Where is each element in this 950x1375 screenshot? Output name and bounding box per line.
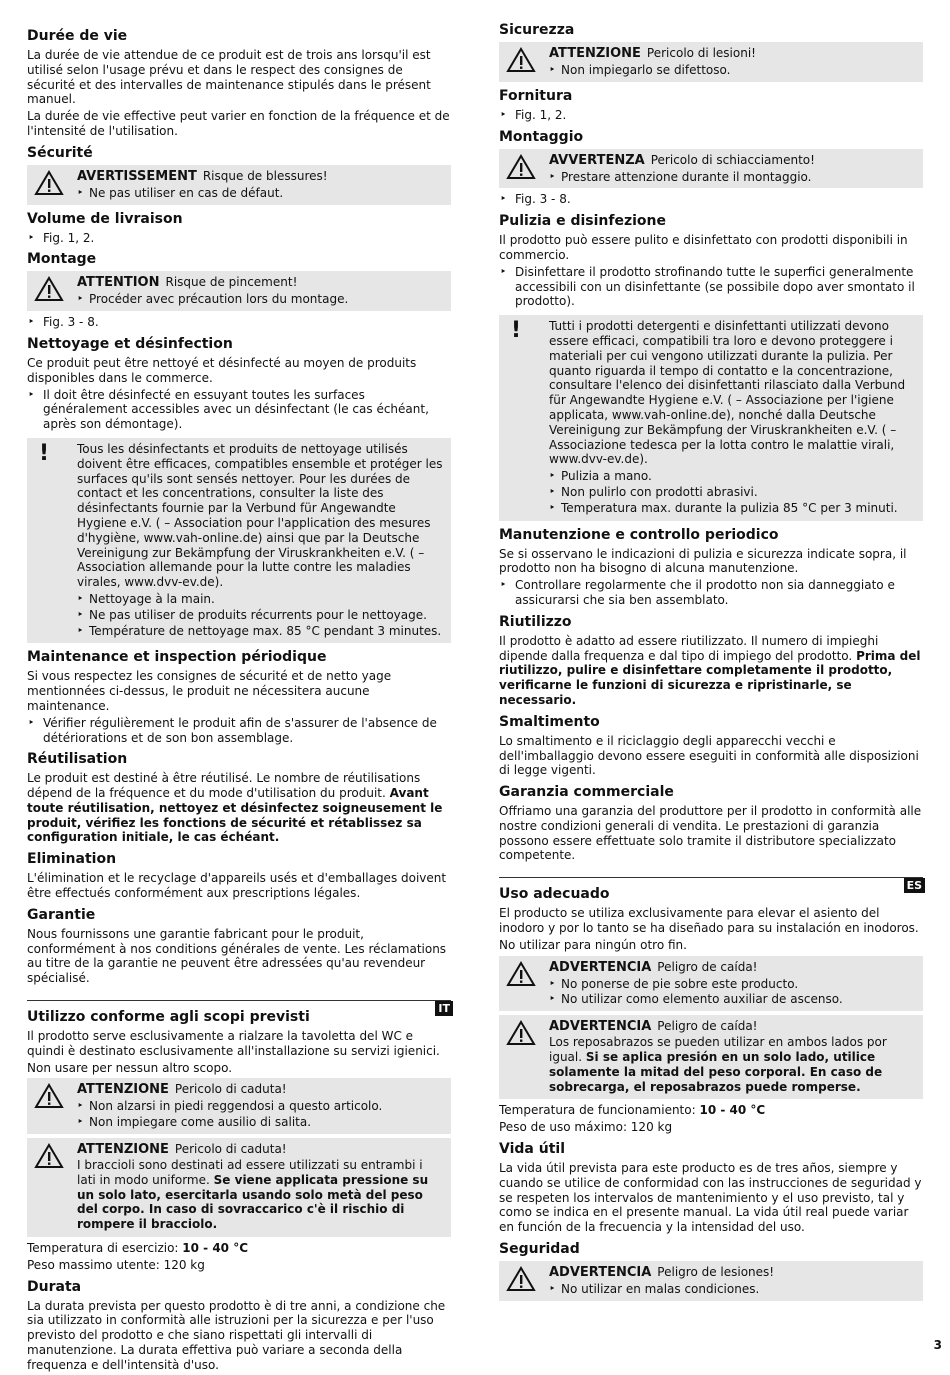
it-sicurezza-title: Sicurezza — [499, 22, 575, 38]
body-text-bold: Se viene applicata pressione su un solo lato, esercitarla usando solo metà del peso del corpo. In caso di sovraccarico c'è il rischio di rompere il bracciolo. — [77, 1172, 429, 1232]
it-temp — [27, 1241, 451, 1256]
it-pulizia-title: Pulizia e disinfezione — [499, 213, 666, 230]
fr-duree-title: Durée de vie — [27, 28, 128, 44]
es-vida-title: Vida útil — [499, 1141, 565, 1158]
fr-livraison-title: Volume de livraison — [27, 210, 183, 227]
exclamation-icon: ! — [39, 440, 50, 466]
note-text: Tous les désinfectants et produits de nettoyage utilisés doivent être efficaces, compatibles ensemble et protéger les surfaces qu'ils sont sensés nettoyer. Pour les durées de contact et les concentrations, consulter la liste des désinfectants fournie par la Verbund für Angewandte Hygiene e.V. ( – Association pour l'application des mesures d'hygiène, www.vah-online.de) ainsi que par la Deutsche Vereinigung zur Bekämpfung der Viruskrankheiten e.V. ( – Association allemande pour la lutte contre les maladies virales, www.dvv-ev.de). — [77, 441, 443, 590]
es-peso: Peso de uso máximo: 120 kg — [499, 1120, 673, 1135]
fr-reutilisation-p1 — [27, 771, 451, 845]
warning-icon — [507, 47, 535, 73]
fr-duree-p1: La durée de vie attendue de ce produit est de trois ans lorsqu'il est utilisé selon l'usage prévu et dans le respect des consignes de sécurité et des intervalles de maintenance stipulés dans le présent manuel. — [27, 48, 431, 107]
list-item: ‣ Pulizia a mano. — [549, 469, 917, 484]
es-warning-2 — [499, 1015, 923, 1099]
es-warning-1 — [499, 956, 923, 1012]
es-uso-p2: No utilizar para ningún otro fin. — [499, 937, 687, 952]
it-garanzia-p1: Offriamo una garanzia del produttore per il prodotto in conformità alle nostre condizioni generali di vendita. Le prestazioni di garanzia possono essere effettuate solo tramite il distributore specializzato competente. — [499, 804, 922, 863]
warning-label: ATTENZIONE — [549, 46, 641, 61]
warning-text: Risque de blessures! — [202, 168, 328, 183]
warning-text: Risque de pincement! — [165, 275, 298, 290]
fr-elimination-p1: L'élimination et le recyclage d'appareils usés et d'emballages doivent être effectués conformément aux prescriptions légales. — [27, 871, 447, 901]
fr-garantie-title: Garantie — [27, 906, 96, 923]
warning-icon — [507, 154, 535, 180]
warning-icon — [507, 1020, 535, 1046]
temp-value: 10 - 40 °C — [182, 1241, 248, 1256]
es-seguridad-title: Seguridad — [499, 1241, 580, 1258]
es-temp — [499, 1103, 923, 1118]
list-item: ‣ Vérifier régulièrement le produit afin de s'assurer de l'absence de détériorations et de son bon assemblage. — [27, 716, 451, 746]
warning-label: ADVERTENCIA — [549, 1265, 652, 1281]
list-item: ‣ Non impiegarlo se difettoso. — [549, 63, 917, 78]
it-durata-title: Durata — [27, 1278, 82, 1295]
es-section-header — [499, 877, 923, 903]
warning-icon — [35, 1143, 63, 1169]
it-uso-p1: Il prodotto serve esclusivamente a rialzare la tavoletta del WC e quindi è destinato esclusivamente all'installazione su servizi igienici. — [27, 1029, 440, 1058]
warning-icon — [507, 1266, 535, 1292]
list-item: ‣ Fig. 1, 2. — [27, 231, 451, 246]
list-item: ‣ Fig. 3 - 8. — [27, 315, 451, 330]
it-uso-title: Utilizzo conforme agli scopi previsti — [27, 1009, 310, 1026]
language-badge: ES — [904, 878, 925, 893]
page-number: 3 — [933, 1338, 942, 1352]
it-manutenzione-title: Manutenzione e controllo periodico — [499, 526, 779, 543]
list-item: ‣ Fig. 1, 2. — [499, 108, 923, 123]
fr-reutilisation-title: Réutilisation — [27, 751, 128, 768]
warning-label: ATTENZIONE — [77, 1142, 169, 1158]
fr-securite-title: Sécurité — [27, 144, 93, 161]
list-item: ‣ Procéder avec précaution lors du montage. — [77, 292, 445, 307]
list-item: ‣ Non pulirlo con prodotti abrasivi. — [549, 485, 917, 500]
warning-icon — [35, 276, 63, 302]
it-section-header — [27, 1000, 451, 1026]
list-item: ‣ Controllare regolarmente che il prodotto non sia danneggiato e assicurarsi che sia ben assemblato. — [499, 578, 923, 608]
body-text-bold: Prima del riutilizzo, pulire e disinfettare completamente il prodotto, verificarne le funzioni di sicurezza e ripristinarle, se necessario. — [499, 648, 921, 707]
warning-icon — [507, 961, 535, 987]
it-garanzia-title: Garanzia commerciale — [499, 784, 674, 801]
list-item: ‣ Température de nettoyage max. 85 °C pendant 3 minutes. — [77, 624, 445, 639]
list-item: ‣ Prestare attenzione durante il montaggio. — [549, 170, 917, 185]
warning-body — [549, 1035, 917, 1094]
fr-securite-warning — [27, 165, 451, 205]
warning-label: AVVERTENZA — [549, 152, 645, 168]
warning-label: ADVERTENCIA — [549, 959, 652, 975]
it-durata-p1: La durata prevista per questo prodotto è di tre anni, a condizione che sia utilizzato in conformità alle istruzioni per la sicurezza e per l'uso previsto del prodotto e che siano rispettati gli intervalli di manutenzione. La durata effettiva può variare a seconda della frequenza e dell'intensità d'uso. — [27, 1298, 446, 1372]
body-text: Le produit est destiné à être réutilisé. Le nombre de réutilisations dépend de la fréquence et du mode d'utilisation du produit. — [27, 771, 421, 801]
body-text: Il prodotto è adatto ad essere riutilizzato. Il numero di impieghi dipende dalla frequenza e dal tipo di impiego del prodotto. — [499, 633, 879, 663]
body-text-bold: Avant toute réutilisation, nettoyez et désinfectez soigneusement le produit, vérifiez les fonctions de sécurité et rétablissez sa configuration initiale, le cas échéant. — [27, 786, 443, 845]
list-item: ‣ Ne pas utiliser en cas de défaut. — [77, 186, 445, 201]
it-pulizia-note — [499, 315, 923, 520]
list-item: ‣ Il doit être désinfecté en essuyant toutes les surfaces généralement accessibles avec un désinfectant (le cas échéant, après son démontage). — [27, 388, 451, 432]
list-item: ‣ Fig. 3 - 8. — [499, 192, 923, 207]
es-vida-p1: La vida útil prevista para este producto es de tres años, siempre y cuando se utilice de conformidad con las instrucciones de seguridad y se respeten los intervalos de mantenimiento y el uso previsto, tal y como se indica en el presente manual. La vida útil real puede variar en función de la frecuencia y la intensidad del uso. — [499, 1161, 922, 1235]
it-warning-2 — [27, 1138, 451, 1237]
warning-icon — [35, 170, 63, 196]
body-text: Los reposabrazos se pueden utilizar en ambos lados por igual. — [549, 1035, 887, 1065]
fr-montage-title: Montage — [27, 251, 97, 268]
list-item: ‣ No ponerse de pie sobre este producto. — [549, 977, 917, 992]
it-peso: Peso massimo utente: 120 kg — [27, 1257, 205, 1272]
temp-value: 10 - 40 °C — [699, 1103, 766, 1118]
it-fornitura-title: Fornitura — [499, 87, 573, 104]
it-warning-1 — [27, 1078, 451, 1134]
warning-text: Peligro de lesiones! — [657, 1265, 775, 1280]
it-pulizia-p1: Il prodotto può essere pulito e disinfettato con prodotti disponibili in commercio. — [499, 233, 908, 262]
it-riutilizzo-title: Riutilizzo — [499, 613, 572, 630]
warning-label: ATTENTION — [77, 275, 160, 291]
warning-text: Pericolo di caduta! — [174, 1142, 287, 1157]
list-item: ‣ Nettoyage à la main. — [77, 592, 445, 607]
it-riutilizzo-p1 — [499, 634, 923, 708]
es-uso-p1: El producto se utiliza exclusivamente para elevar el asiento del inodoro y por lo tanto se ha diseñado para su instalación en inodoros. — [499, 906, 919, 936]
it-sicurezza-warning — [499, 42, 923, 82]
it-smaltimento-p1: Lo smaltimento e il riciclaggio degli apparecchi vecchi e dell'imballaggio devono essere eseguiti in conformità alle disposizioni di legge vigenti. — [499, 733, 919, 778]
body-text-bold: Si se aplica presión en un solo lado, utilice solamente la mitad del peso corporal. En caso de sobrecarga, el reposabrazos puede romperse. — [549, 1050, 883, 1094]
language-badge: IT — [435, 1001, 453, 1016]
fr-maintenance-title: Maintenance et inspection périodique — [27, 649, 327, 666]
es-seguridad-warning — [499, 1261, 923, 1301]
temp-label: Temperatura di esercizio: — [27, 1241, 183, 1256]
es-uso-title: Uso adecuado — [499, 886, 610, 903]
temp-label: Temperatura de funcionamiento: — [499, 1103, 700, 1118]
fr-nettoyage-p1: Ce produit peut être nettoyé et désinfecté au moyen de produits disponibles dans le commerce. — [27, 355, 417, 385]
list-item: ‣ No utilizar en malas condiciones. — [549, 1282, 917, 1297]
fr-maintenance-p1: Si vous respectez les consignes de sécurité et de netto yage mentionnées ci-dessus, le produit ne nécessitera aucune maintenance. — [27, 669, 392, 713]
warning-text: Peligro de caída! — [657, 959, 758, 974]
right-column — [499, 22, 923, 1305]
fr-duree-p2: La durée de vie effective peut varier en fonction de la fréquence et de l'intensité de l'utilisation. — [27, 109, 450, 138]
fr-garantie-p1: Nous fournissons une garantie fabricant pour le produit, conformément à nos conditions générales de vente. Les réclamations au titre de la garantie ne peuvent être adressées qu'au revendeur spécialisé. — [27, 926, 447, 986]
fr-nettoyage-note — [27, 438, 451, 643]
warning-text: Pericolo di lesioni! — [646, 46, 756, 60]
list-item: ‣ No utilizar como elemento auxiliar de ascenso. — [549, 992, 917, 1007]
warning-text: Peligro de caída! — [657, 1019, 758, 1034]
left-column — [27, 22, 451, 1375]
fr-montage-warning — [27, 271, 451, 311]
it-montaggio-warning — [499, 149, 923, 189]
list-item: ‣ Disinfettare il prodotto strofinando tutte le superfici generalmente accessibili con un disinfettante (se possibile dopo aver smontato il prodotto). — [499, 265, 923, 309]
it-manutenzione-p1: Se si osservano le indicazioni di pulizia e sicurezza indicate sopra, il prodotto non ha bisogno di alcuna manutenzione. — [499, 546, 907, 576]
warning-label: ADVERTENCIA — [549, 1019, 652, 1035]
warning-body — [77, 1158, 445, 1232]
fr-nettoyage-title: Nettoyage et désinfection — [27, 335, 233, 352]
note-text: Tutti i prodotti detergenti e disinfettanti utilizzati devono essere efficaci, compatibili tra loro e devono proteggere i materiali per cui vengono utilizzati durante la pulizia. Per quanto riguarda il tempo di contatto e la concentrazione, consultare l'elenco dei disinfettanti rilasciato dalla Verbund für Angewandte Hygiene e.V. ( – Associazione per l'igiene applicata, www.vah-online.de), nonché dalla Deutsche Vereinigung zur Bekämpfung der Viruskrankheiten e.V. ( – Associazione tedesca per la lotta contro le malattie virali, www.dvv-ev.de). — [549, 319, 906, 467]
warning-text: Pericolo di schiacciamento! — [650, 152, 815, 167]
list-item: ‣ Non impiegare come ausilio di salita. — [77, 1115, 445, 1130]
list-item: ‣ Non alzarsi in piedi reggendosi a questo articolo. — [77, 1099, 445, 1114]
warning-label: AVERTISSEMENT — [77, 168, 197, 184]
it-montaggio-title: Montaggio — [499, 128, 584, 145]
exclamation-icon: ! — [511, 318, 522, 344]
it-uso-p2: Non usare per nessun altro scopo. — [27, 1060, 233, 1075]
list-item: ‣ Ne pas utiliser de produits récurrents pour le nettoyage. — [77, 608, 445, 623]
fr-elimination-title: Elimination — [27, 851, 117, 868]
list-item: ‣ Temperatura max. durante la pulizia 85 °C per 3 minuti. — [549, 501, 917, 516]
warning-label: ATTENZIONE — [77, 1082, 169, 1098]
warning-icon — [35, 1083, 63, 1109]
it-smaltimento-title: Smaltimento — [499, 713, 600, 730]
warning-text: Pericolo di caduta! — [174, 1082, 287, 1097]
body-text: I braccioli sono destinati ad essere utilizzati su entrambi i lati in modo uniforme. — [77, 1158, 423, 1187]
